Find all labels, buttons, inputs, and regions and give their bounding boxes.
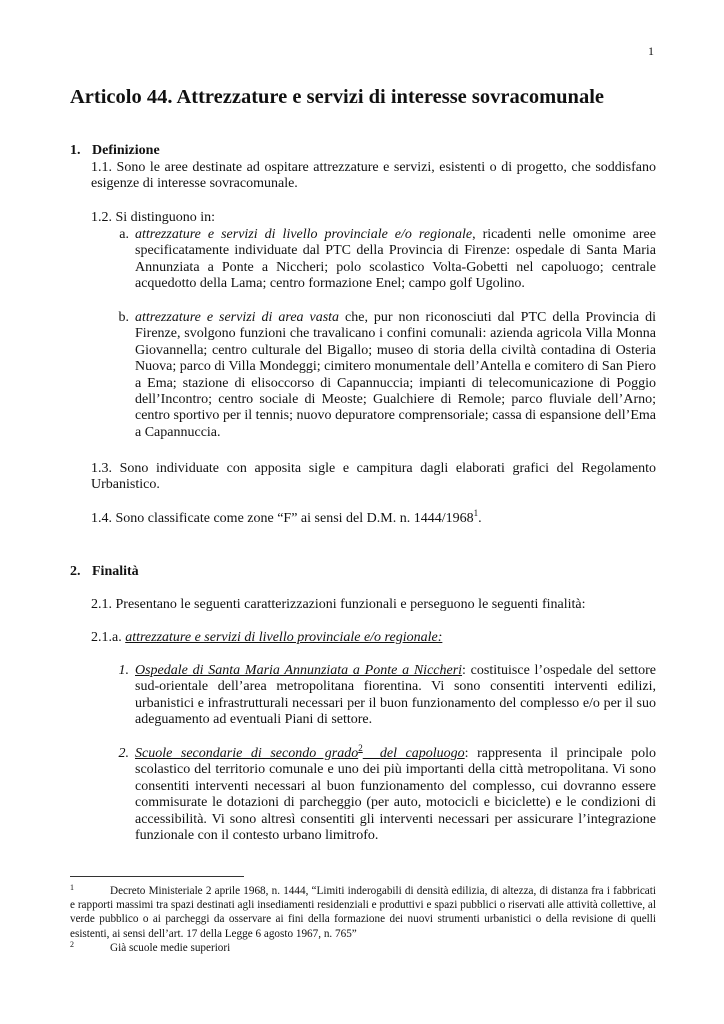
paragraph-1-2: 1.2. Si distinguono in:	[91, 210, 216, 225]
section-2-heading	[70, 564, 139, 580]
footnote-2-text: Già scuole medie superiori	[110, 942, 231, 954]
list-item-a-italic: attrezzature e servizi di livello provinciale e/o regionale	[135, 227, 473, 242]
paragraph-2-1-a-prefix: 2.1.a.	[91, 630, 126, 645]
paragraph-2-1: 2.1. Presentano le seguenti caratterizzazioni funzionali e perseguono le seguenti finalità:	[91, 597, 586, 612]
list-item-b-text: che, pur non riconosciuti dal PTC della Provincia di Firenze, svolgono funzioni che travalicano i confini comunali: azienda agricola Villa Monna Giovannella; centro culturale del Bigallo; museo di storia della civiltà contadina di Osteria Nuova; parco di Villa Mondeggi; cimitero monumentale dell’Antella e comitero di San Piero a Ema; stazione di elisoccorso di Capannuccia; impianti di telecomunicazione di Poggio dell’Incontro; centro sociale di Meoste; Gualchiere di Remole; parco fluviale dell’Arno; centro sportivo per il tennis; nuovo depuratore comprensoriale; cassa di espansione dell’Ema a Capannuccia.	[135, 310, 657, 440]
footnote-1-mark: 1	[70, 883, 74, 892]
paragraph-1-4-end: .	[478, 511, 482, 526]
list-item-2-marker: 2.	[118, 746, 129, 761]
paragraph-1-4-text: 1.4. Sono classificate come zone “F” ai sensi del D.M. n. 1444/1968	[91, 511, 474, 526]
list-item-1	[91, 663, 656, 729]
list-item-1-text: : costituisce l’ospedale del settore sud-orientale dell’area metropolitana fiorentina. Vi sono consentiti interventi edilizi, urbanistici e infrastrutturali necessari per il buon funzionamento del complesso e/o per il suo adeguamento ad eventuali Piani di settore.	[135, 663, 656, 728]
footnote-1-text: Decreto Ministeriale 2 aprile 1968, n. 1444, “Limiti inderogabili di densità edilizia, di altezza, di distanza fra i fabbricati e rapporti massimi tra spazi destinati agli insediamenti residenziali e produttivi e spazi pubblici o riservati alle attività collettive, al verde pubblico o ai parcheggi da osservare ai fini della formazione dei nuovi strumenti urbanistici o della revisione di quelli esistenti, ai sensi dell’art. 17 della Legge 6 agosto 1967, n. 765”	[70, 885, 656, 940]
footnote-1	[70, 884, 656, 941]
paragraph-2-1-a-title: attrezzature e servizi di livello provinciale e/o regionale:	[125, 630, 443, 645]
footnote-separator	[70, 876, 244, 877]
list-item-2-title-b: del capoluogo	[362, 746, 465, 761]
section-2-number: 2.	[70, 564, 81, 579]
section-2-title: Finalità	[92, 564, 139, 579]
list-item-1-title: Ospedale di Santa Maria Annunziata a Ponte a Niccheri	[135, 663, 463, 678]
paragraph-1-4	[91, 508, 656, 527]
article-title: Articolo 44. Attrezzature e servizi di interesse sovracomunale	[70, 86, 604, 108]
section-1-number: 1.	[70, 143, 81, 158]
list-item-2-title-a: Scuole secondarie di secondo grado	[135, 746, 359, 761]
list-item-b-italic: attrezzature e servizi di area vasta	[135, 310, 340, 325]
footnote-ref-1[interactable]: 1	[473, 508, 479, 518]
paragraph-2-1-a	[91, 630, 656, 646]
section-1-heading	[70, 143, 160, 159]
list-item-b	[91, 310, 656, 441]
paragraph-1-3: 1.3. Sono individuate con apposita sigle e campitura dagli elaborati grafici del Regolamento Urbanistico.	[91, 461, 656, 493]
list-item-a	[91, 227, 656, 293]
footnote-2	[70, 941, 656, 955]
paragraph-1-1: 1.1. Sono le aree destinate ad ospitare attrezzature e servizi, esistenti o di progetto, che soddisfano esigenze di interesse sovracomunale.	[91, 160, 656, 192]
list-item-a-marker: a.	[119, 227, 129, 242]
page-number: 1	[648, 44, 654, 58]
list-item-a-text: , ricadenti nelle omonime aree specificatamente individuate dal PTC della Provincia di Firenze: ospedale di Santa Maria Annunziata a Ponte a Niccheri; polo scolastico Volta-Gobetti nel capoluogo; centrale acquedotto della Lama; centro formazione Enel; campo golf Ugolino.	[135, 227, 656, 292]
footnote-2-mark: 2	[70, 940, 74, 949]
list-item-1-marker: 1.	[118, 663, 129, 678]
list-item-2	[91, 743, 656, 844]
footnote-ref-2[interactable]: 2	[358, 743, 363, 753]
list-item-b-marker: b.	[118, 310, 129, 325]
section-1-title: Definizione	[92, 143, 160, 158]
list-item-2-text: : rappresenta il principale polo scolastico del territorio comunale e uno dei più importanti della città metropolitana. Vi sono consentiti interventi necessari al buon funzionamento del complesso, cui dovranno essere commisurate le dotazioni di parcheggio (per auto, motocicli e biciclette) e le condizioni di accessibilità. Vi sono altresì consentiti gli interventi necessari per assicurare l’integrazione funzionale con il contesto urbano limitrofo.	[135, 746, 656, 844]
